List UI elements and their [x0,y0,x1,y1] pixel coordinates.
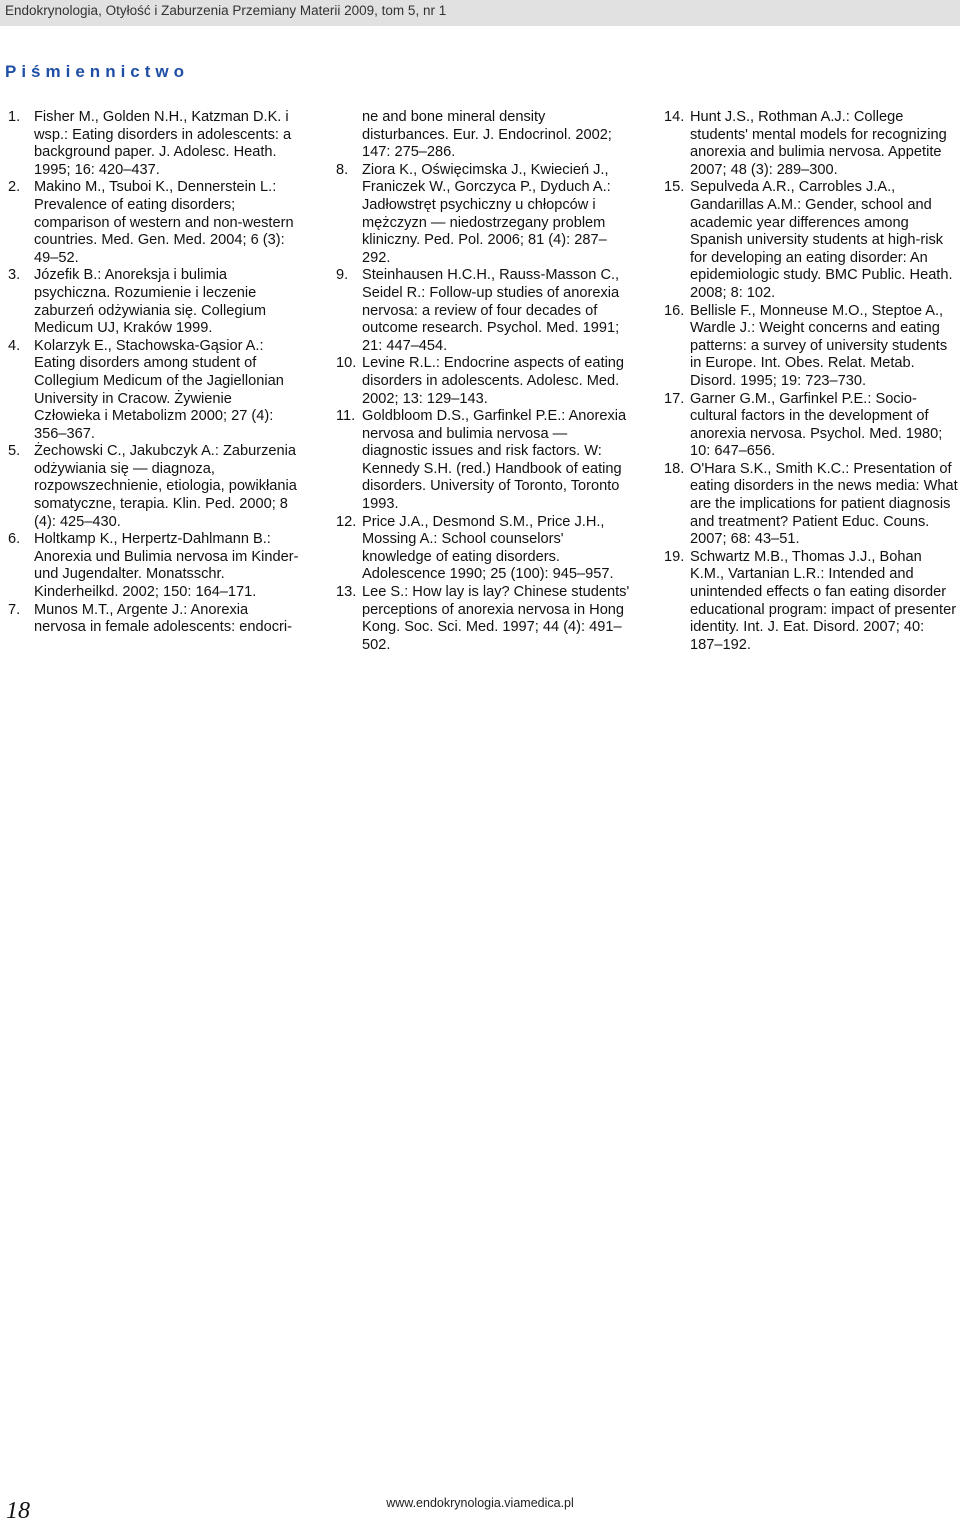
reference-text: Józefik B.: Anoreksja i bulimia psychiczna. Rozumienie i leczenie zaburzeń odżywiania się. Collegium Medicum UJ, Kraków 1999. [34,267,266,337]
reference-item [8,109,302,179]
reference-text: O'Hara S.K., Smith K.C.: Presentation of eating disorders in the news media: What are the implications for patient diagnosis and treatment? Patient Educ. Couns. 2007; 68: 43–51. [690,460,958,548]
page-number: 18 [6,1498,30,1524]
reference-text: Price J.A., Desmond S.M., Price J.H., Mossing A.: School counselors' knowledge of eating disorders. Adolescence 1990; 25 (100): 945–957. [362,513,614,583]
reference-item [664,549,958,655]
references-column-3 [664,109,958,654]
reference-text: Żechowski C., Jakubczyk A.: Zaburzenia odżywiania się — diagnoza, rozpowszechnienie, etiologia, powikłania somatyczne, terapia. Klin. Ped. 2000; 8 (4): 425–430. [34,443,297,530]
reference-item [664,179,958,302]
reference-text: Fisher M., Golden N.H., Katzman D.K. i wsp.: Eating disorders in adolescents: a background paper. J. Adolesc. Heath. 1995; 16: 420–437. [34,109,292,178]
references-column-2 [336,109,630,654]
reference-item [336,162,630,268]
reference-number: 6. [8,531,21,548]
reference-item [8,443,302,531]
reference-item [336,408,630,514]
reference-number: 14. [664,109,685,125]
reference-item [664,461,958,549]
reference-text: Bellisle F., Monneuse M.O., Steptoe A., Wardle J.: Weight concerns and eating patterns: a survey of university students in Europe. Int. Obes. Relat. Metab. Disord. 1995; 19: 723–730. [690,302,948,389]
reference-number: 3. [8,267,21,284]
reference-item [8,179,302,267]
reference-item [664,303,958,391]
reference-text: Levine R.L.: Endocrine aspects of eating disorders in adolescents. Adolesc. Med. 2002; 13: 129–143. [362,355,625,407]
reference-text: Holtkamp K., Herpertz-Dahlmann B.: Anorexia und Bulimia nervosa im Kinder- und Jugendalter. Monatsschr. Kinderheilkd. 2002; 150: 164–171. [34,531,299,601]
reference-item [336,355,630,408]
reference-text: Hunt J.S., Rothman A.J.: College students' mental models for recognizing anorexia and bulimia nervosa. Appetite 2007; 48 (3): 289–300. [690,109,947,178]
reference-number: 5. [8,443,21,460]
reference-text: Schwartz M.B., Thomas J.J., Bohan K.M., Vartanian L.R.: Intended and unintended effects o fan eating disorder educational program: impact of presenter identity. Int. J. Eat. Disord. 2007; 40: 187–192. [690,548,957,653]
reference-text: Munos M.T., Argente J.: Anorexia nervosa in female adolescents: endocri- [34,601,292,636]
reference-number: 11. [336,408,356,425]
reference-item [336,584,630,654]
reference-number: 2. [8,179,21,196]
reference-item [8,338,302,444]
reference-number: 8. [336,161,349,178]
footer-url: www.endokrynologia.viamedica.pl [386,1496,574,1510]
reference-text: Kolarzyk E., Stachowska-Gąsior A.: Eating disorders among student of Collegium Medicum of the Jagiellonian University in Cracow. Żywienie Człowieka i Metabolizm 2000; 27 (4): 356–367. [34,337,284,442]
reference-text: Ziora K., Oświęcimska J., Kwiecień J., Franiczek W., Gorczyca P., Dyduch A.: Jadłowstręt psychiczny u chłopców i mężczyzn — niedostrzegany problem kliniczny. Ped. Pol. 2006; 81 (4): 287–292. [362,161,611,266]
reference-item [8,267,302,337]
reference-number: 7. [8,601,21,618]
reference-number: 9. [336,267,349,284]
reference-item [664,109,958,179]
reference-item [8,602,302,637]
references-column-1 [8,109,302,637]
reference-text: Steinhausen H.C.H., Rauss-Masson C., Seidel R.: Follow-up studies of anorexia nervosa: a review of four decades of outcome research. Psychol. Med. 1991; 21: 447–454. [362,267,620,354]
reference-number: 17. [664,390,685,407]
reference-text: Lee S.: How lay is lay? Chinese students' perceptions of anorexia nervosa in Hong Kong. Soc. Sci. Med. 1997; 44 (4): 491–502. [362,584,630,653]
reference-number: 15. [664,179,685,196]
section-title: Piśmiennictwo [5,62,190,81]
reference-number: 10. [336,355,357,372]
reference-number: 18. [664,460,685,477]
reference-item [336,514,630,584]
reference-number: 13. [336,584,357,601]
reference-number: 16. [664,302,685,319]
reference-number: 19. [664,548,685,565]
reference-number: 12. [336,513,357,530]
journal-citation: Endokrynologia, Otyłość i Zaburzenia Przemiany Materii 2009, tom 5, nr 1 [5,3,447,18]
reference-text: Goldbloom D.S., Garfinkel P.E.: Anorexia nervosa and bulimia nervosa — diagnostic issues and risk factors. W: Kennedy S.H. (red.) Handbook of eating disorders. University of Toronto, Toronto 1993. [362,408,627,513]
running-header [0,0,960,26]
reference-text: Garner G.M., Garfinkel P.E.: Socio-cultural factors in the development of anorexia nervosa. Psychol. Med. 1980; 10: 647–656. [690,390,943,460]
reference-item [336,267,630,355]
reference-item [8,531,302,601]
reference-item [664,391,958,461]
reference-number: 1. [8,109,21,125]
reference-continuation: ne and bone mineral density disturbances. Eur. J. Endocrinol. 2002; 147: 275–286. [362,109,612,161]
reference-number: 4. [8,337,21,354]
reference-text: Makino M., Tsuboi K., Dennerstein L.: Prevalence of eating disorders; comparison of western and non-western countries. Med. Gen. Med. 2004; 6 (3): 49–52. [34,179,294,266]
reference-text: Sepulveda A.R., Carrobles J.A., Gandarillas A.M.: Gender, school and academic year differences among Spanish university students at high-risk for developing an eating disorder: An epidemiologic study. BMC Public. Heath. 2008; 8: 102. [690,179,953,301]
